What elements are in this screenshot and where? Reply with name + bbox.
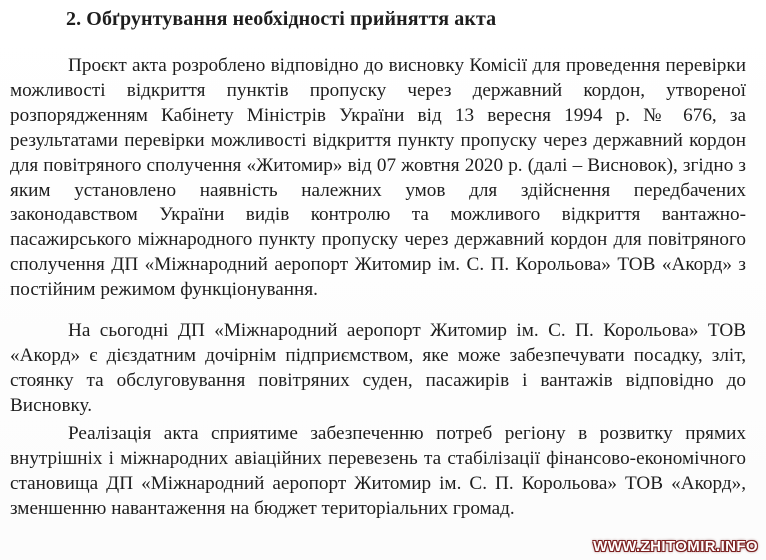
- paragraph-1: [10, 54, 746, 303]
- paragraph-1-text: Проєкт акта розроблено відповідно до висновку Комісії для проведення перевірки можливості відкриття пунктів пропуску через державний кордон, утвореної розпорядженням Кабінету Міністрів України від 13 вересня 1994 р. № 676, за результатами перевірки можливості відкриття пункту пропуску через державний кордон для повітряного сполучення «Житомир» від 07 жовтня 2020 р. (далі – Висновок), згідно з яким установлено наявність належних умов для здійснення передбачених законодавством України видів контролю та можливого відкриття вантажно-пасажирського міжнародного пункту пропуску через державний кордон для повітряного сполучення ДП «Міжнародний аеропорт Житомир ім. С. П. Корольова» ТОВ «Акорд» з постійним режимом функціонування.: [10, 55, 746, 301]
- site-watermark: WWW.ZHITOMIR.INFO: [593, 538, 758, 555]
- section-heading: 2. Обґрунтування необхідності прийняття акта: [66, 8, 497, 30]
- paragraph-2-text: На сьогодні ДП «Міжнародний аеропорт Житомир ім. С. П. Корольова» ТОВ «Акорд» є дієздатним дочірнім підприємством, яке може забезпечувати посадку, зліт, стоянку та обслуговування повітряних суден, пасажирів і вантажів відповідно до Висновку.: [10, 320, 746, 416]
- paragraph-3: [10, 422, 746, 522]
- paragraph-3-text: Реалізація акта сприятиме забезпеченню потреб регіону в розвитку прямих внутрішніх і міжнародних авіаційних перевезень та стабілізації фінансово-економічного становища ДП «Міжнародний аеропорт Житомир ім. С. П. Корольова» ТОВ «Акорд», зменшенню навантаження на бюджет територіальних громад.: [10, 423, 746, 519]
- paragraph-2: [10, 319, 746, 419]
